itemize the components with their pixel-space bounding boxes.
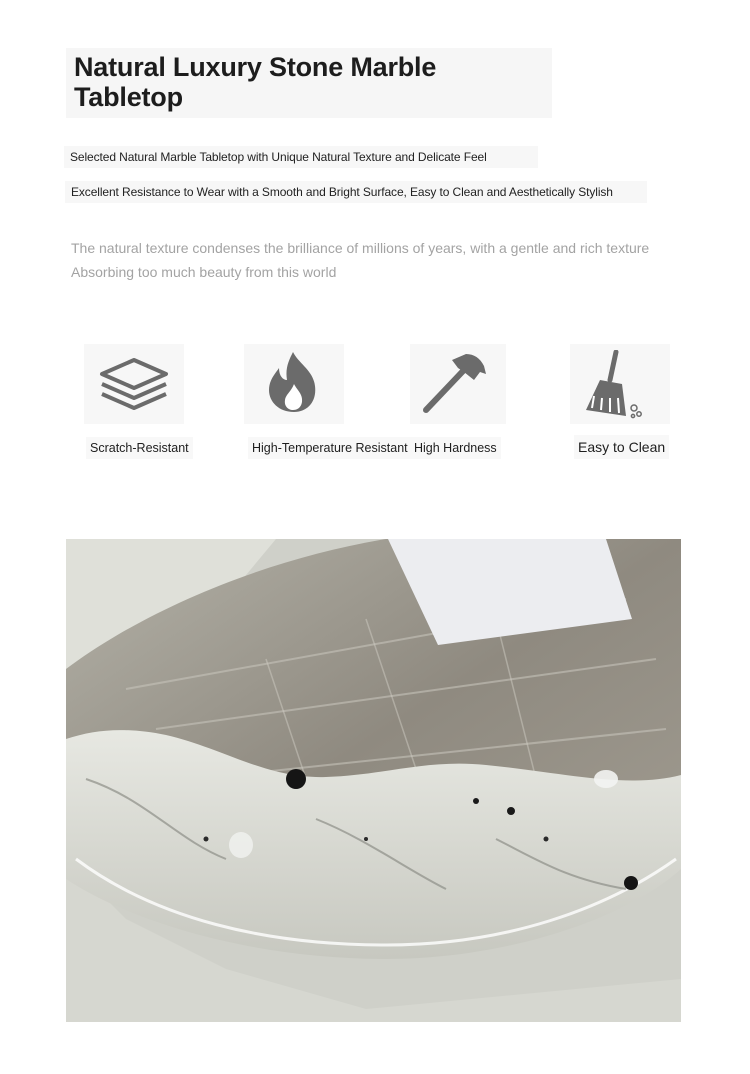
feature-label-high-hardness: High Hardness bbox=[410, 437, 501, 459]
layers-icon bbox=[96, 356, 172, 414]
flame-icon bbox=[263, 350, 325, 414]
feature-label-easy-to-clean: Easy to Clean bbox=[574, 435, 669, 459]
marble-tabletop-photo bbox=[66, 539, 681, 1022]
feature-bullet-2: Excellent Resistance to Wear with a Smooth and Bright Surface, Easy to Clean and Aesthetically Stylish bbox=[65, 181, 647, 203]
title-line-2: Tabletop bbox=[74, 82, 183, 112]
feature-bullet-1: Selected Natural Marble Tabletop with Unique Natural Texture and Delicate Feel bbox=[64, 146, 538, 168]
title-line-1: Natural Luxury Stone Marble bbox=[74, 52, 437, 82]
feature-label-high-temperature: High-Temperature Resistant bbox=[248, 437, 412, 459]
feature-label-scratch-resistant: Scratch-Resistant bbox=[86, 437, 193, 459]
description-line-1: The natural texture condenses the brilliance of millions of years, with a gentle and rich texture bbox=[71, 240, 650, 256]
description bbox=[71, 236, 649, 284]
marble-photo-image bbox=[66, 539, 681, 1022]
hammer-icon bbox=[420, 352, 490, 416]
description-line-2: Absorbing too much beauty from this world bbox=[71, 264, 337, 280]
broom-icon bbox=[582, 350, 644, 420]
page-title bbox=[66, 48, 552, 118]
